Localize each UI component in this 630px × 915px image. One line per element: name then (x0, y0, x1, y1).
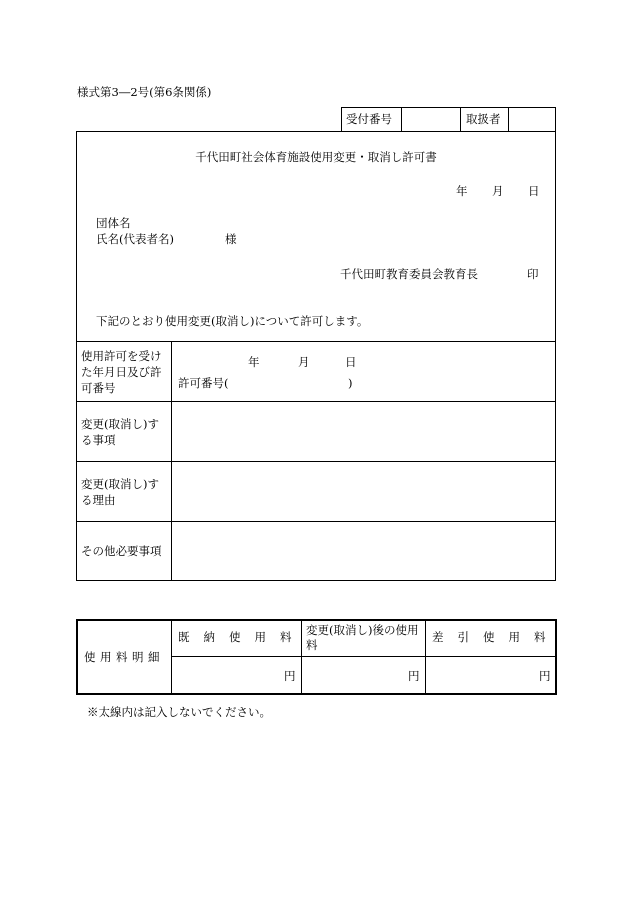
permit-number-close: ) (348, 376, 353, 390)
fee-unit-paid: 円 (284, 669, 296, 683)
date-month-label: 月 (492, 184, 504, 198)
row1-month-label: 月 (298, 355, 310, 369)
form-title: 千代田町社会体育施設使用変更・取消し許可書 (195, 150, 437, 164)
handler-label: 取扱者 (466, 112, 501, 126)
permit-number-field[interactable] (240, 374, 344, 390)
row-label-change-reason: 変更(取消し)する理由 (81, 477, 159, 507)
date-year-label: 年 (456, 184, 468, 198)
fee-unit-difference: 円 (539, 669, 551, 683)
row-label-change-items: 変更(取消し)する事項 (81, 417, 159, 447)
note-text: ※太線内は記入しないでください。 (87, 705, 271, 719)
change-items-field[interactable] (173, 403, 554, 460)
row-label-other-items: その他必要事項 (81, 544, 162, 558)
fee-paid-field[interactable] (173, 658, 279, 692)
date-day-label: 日 (528, 184, 540, 198)
seal-mark: 印 (527, 267, 539, 281)
fee-col-paid: 既納使用料 (178, 630, 306, 644)
row-label-original-permit: 使用許可を受けた年月日及び許可番号 (81, 349, 162, 395)
handler-field[interactable] (510, 109, 554, 129)
fee-difference-field[interactable] (427, 658, 537, 692)
row1-year-label: 年 (248, 355, 260, 369)
issuer-name: 千代田町教育委員会教育長 (340, 267, 478, 281)
fee-col-after-change: 変更(取消し)後の使用料 (306, 623, 419, 652)
representative-name-label: 氏名(代表者名) (96, 232, 174, 246)
honorific: 様 (225, 232, 237, 246)
other-items-field[interactable] (173, 523, 554, 579)
group-name-label: 団体名 (96, 216, 131, 230)
reception-number-field[interactable] (403, 109, 459, 129)
fee-details-label: 使用料明細 (84, 650, 164, 664)
fee-unit-after-change: 円 (408, 669, 420, 683)
permit-number-label: 許可番号( (178, 376, 229, 390)
change-reason-field[interactable] (173, 463, 554, 520)
fee-col-difference: 差引使用料 (432, 630, 560, 644)
reception-number-label: 受付番号 (346, 112, 392, 126)
form-number: 様式第3―2号(第6条関係) (77, 85, 212, 99)
permission-statement: 下記のとおり使用変更(取消し)について許可します。 (96, 314, 369, 328)
fee-after-change-field[interactable] (303, 658, 405, 692)
row1-day-label: 日 (345, 355, 357, 369)
